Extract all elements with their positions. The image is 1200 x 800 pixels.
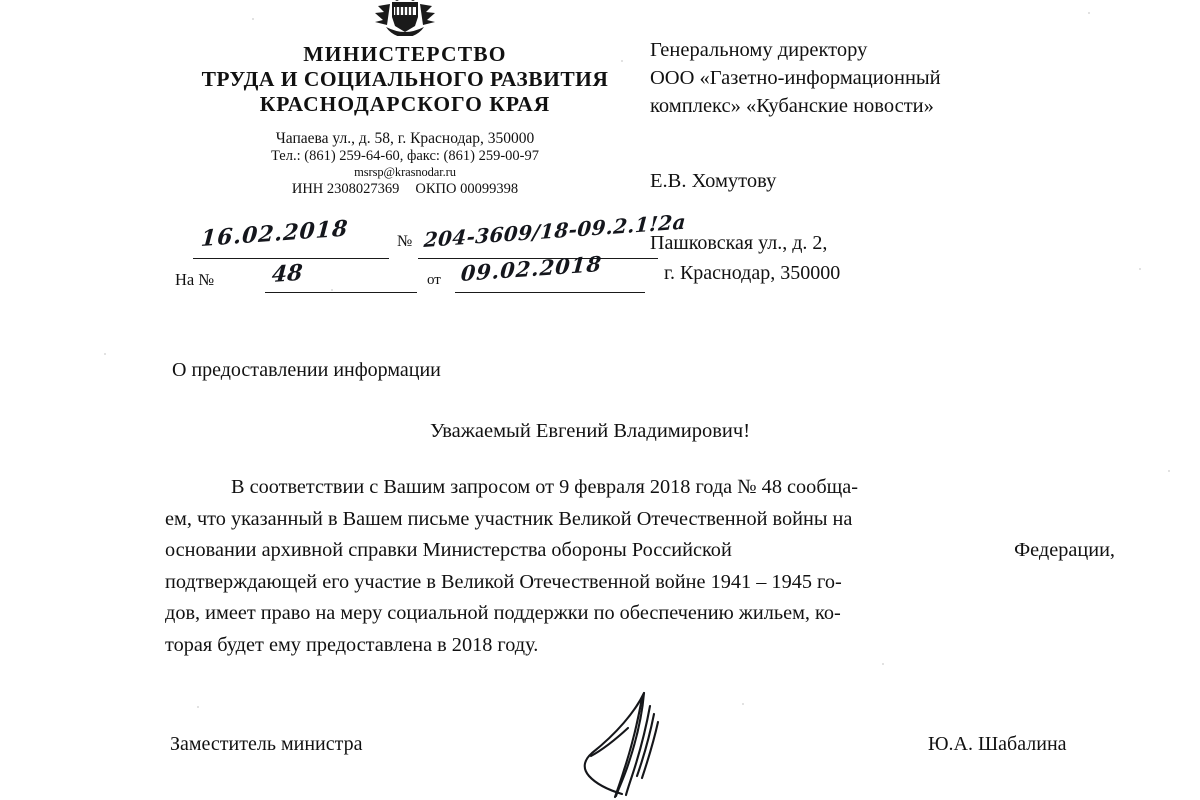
organization-title-line-1: МИНИСТЕРСТВО [303,42,507,66]
incoming-number-label: На № [175,270,215,289]
contact-okpo: ОКПО 00099398 [415,180,519,197]
contact-registration-codes [165,181,645,198]
outgoing-date-handwritten: 16.02.2018 [200,215,350,252]
letterhead-contacts [165,131,645,197]
incoming-number-handwritten: 48 [271,259,304,288]
organization-title-line-2: ТРУДА И СОЦИАЛЬНОГО РАЗВИТИЯ [201,67,609,91]
letterhead [165,0,645,197]
body-line-4: подтверждающей его участие в Великой Отечественной войне 1941 – 1945 го- [165,570,842,593]
outgoing-number-label: № [397,233,413,250]
salutation: Уважаемый Евгений Владимирович! [430,420,751,442]
addressee-position: Генеральному директору [650,39,868,61]
incoming-number-rule [265,292,417,293]
body-line-5: дов, имеет право на меру социальной поддержки по обеспечению жильем, ко- [165,602,841,624]
contact-inn: ИНН 2308027369 [291,180,400,197]
addressee-organization-line-1: ООО «Газетно-информационный [650,67,941,89]
contact-address: Чапаева ул., д. 58, г. Краснодар, 350000 [275,130,535,147]
scan-speck [331,289,333,291]
incoming-date-label: от [427,272,441,288]
body-line-1-text: В соответствии с Вашим запросом от 9 февраля 2018 года № 48 сообща- [231,476,859,498]
scan-speck [252,18,254,20]
scan-speck [882,663,884,665]
signatory-title: Заместитель министра [170,733,363,755]
addressee-organization-line-2: комплекс» «Кубанские новости» [650,95,934,117]
contact-phone: Тел.: (861) 259-64-60, факс: (861) 259-00-97 [271,147,539,164]
body-line-3-left: основании архивной справки Министерства обороны Российской [165,539,732,561]
organization-title [165,42,645,117]
body-line-6: торая будет ему предоставлена в 2018 году. [165,633,539,656]
outgoing-number-handwritten: 204-3609/18-09.2.1!2a [423,209,687,252]
addressee-name: Е.В. Хомутову [650,170,777,192]
coat-of-arms-krasnodar-krai-icon [165,0,645,36]
contact-email: msrsp@krasnodar.ru [354,165,456,179]
reference-block [175,209,687,296]
handwritten-signature-icon [572,690,692,800]
scan-speck [104,353,106,355]
scan-speck [621,60,623,62]
addressee-address [650,228,1110,288]
subject-line: О предоставлении информации [172,359,441,381]
scan-speck [197,706,199,708]
reference-row-incoming [175,250,655,296]
outgoing-date-rule [193,258,389,259]
addressee-address-line-2: г. Краснодар, 350000 [664,262,841,284]
organization-title-line-3: КРАСНОДАРСКОГО КРАЯ [259,92,551,116]
signatory-name: Ю.А. Шабалина [928,733,1067,755]
scan-speck [1088,12,1090,14]
body-line-1 [165,472,1115,504]
body-line-3 [165,535,1115,567]
scan-speck [1139,268,1141,270]
incoming-date-rule [455,292,645,293]
addressee-block [650,36,1120,120]
body-line-2: ем, что указанный в Вашем письме участник Великой Отечественной войны на [165,507,853,530]
body-text [165,472,1115,661]
scan-speck [1168,470,1170,472]
body-line-3-right: Федерации, [1014,539,1115,561]
incoming-date-handwritten: 09.02.2018 [460,250,603,286]
scan-speck [742,703,744,705]
addressee-address-line-1: Пашковская ул., д. 2, [650,232,828,254]
